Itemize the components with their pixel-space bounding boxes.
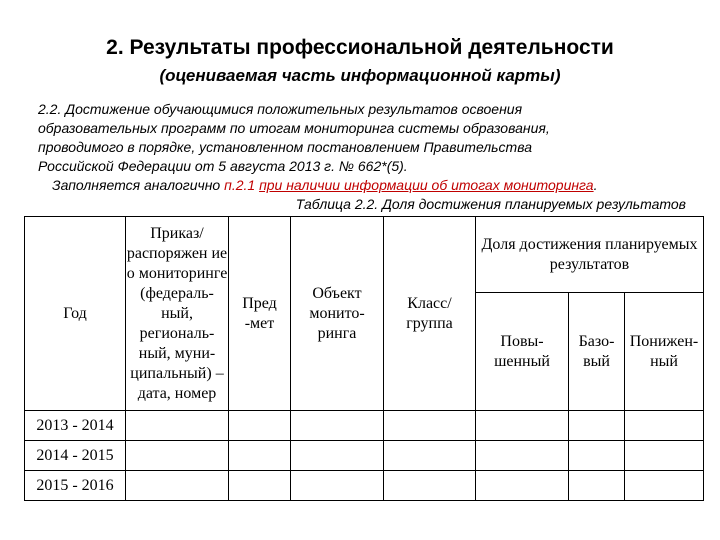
- results-table: [24, 216, 704, 501]
- table-caption: Таблица 2.2. Доля достижения планируемых результатов: [295, 196, 686, 212]
- description-line: 2.2. Достижение обучающимися положительных результатов освоения: [38, 101, 523, 117]
- table-cell[interactable]: [476, 471, 569, 501]
- table-row: [25, 411, 704, 441]
- table-cell[interactable]: [625, 441, 704, 471]
- fill-prefix: Заполняется аналогично: [52, 177, 225, 193]
- header-advanced: Повы- шенный: [476, 293, 569, 411]
- header-basic: Базо- вый: [569, 293, 625, 411]
- table-cell[interactable]: [625, 411, 704, 441]
- table-cell[interactable]: [126, 471, 229, 501]
- table-row: [25, 441, 704, 471]
- page-title: 2. Результаты профессиональной деятельности: [106, 36, 614, 59]
- table-cell[interactable]: [229, 411, 291, 441]
- section-reference: п.2.1: [224, 177, 256, 193]
- table-cell[interactable]: [126, 441, 229, 471]
- table-cell[interactable]: [569, 411, 625, 441]
- table-cell[interactable]: [229, 471, 291, 501]
- year-cell: 2015 - 2016: [25, 471, 126, 501]
- description-line: проводимого в порядке, установленном постановлением Правительства: [38, 139, 532, 155]
- year-cell: 2013 - 2014: [25, 411, 126, 441]
- table-cell[interactable]: [384, 471, 476, 501]
- table-cell[interactable]: [126, 411, 229, 441]
- table-cell[interactable]: [229, 441, 291, 471]
- table-cell[interactable]: [569, 471, 625, 501]
- table-cell[interactable]: [291, 441, 384, 471]
- header-order: Приказ/ распоряжен ие о мониторинге (федераль- ный, региональ- ный, муни- ципальный) – дата, номер: [126, 217, 229, 411]
- table-cell[interactable]: [384, 441, 476, 471]
- description-paragraph: [38, 100, 698, 176]
- page-subtitle: (оцениваемая часть информационной карты): [159, 66, 561, 85]
- header-reduced: Понижен- ный: [625, 293, 704, 411]
- fill-end: .: [593, 177, 598, 193]
- description-line: образовательных программ по итогам мониторинга системы образования,: [38, 120, 550, 136]
- table-cell[interactable]: [476, 411, 569, 441]
- header-year: Год: [25, 217, 126, 411]
- table-cell[interactable]: [569, 441, 625, 471]
- header-class: Класс/ группа: [384, 217, 476, 411]
- fill-instruction: [52, 177, 597, 193]
- header-object: Объект монито- ринга: [291, 217, 384, 411]
- table-row: [25, 471, 704, 501]
- header-subject: Пред -мет: [229, 217, 291, 411]
- table-cell[interactable]: [291, 471, 384, 501]
- table-cell[interactable]: [291, 411, 384, 441]
- year-cell: 2014 - 2015: [25, 441, 126, 471]
- monitoring-link[interactable]: при наличии информации об итогах мониторинга: [259, 177, 594, 193]
- header-share: Доля достижения планируемых результатов: [476, 217, 704, 293]
- table-cell[interactable]: [625, 471, 704, 501]
- table-cell[interactable]: [384, 411, 476, 441]
- description-line: Российской Федерации от 5 августа 2013 г. № 662*(5).: [38, 158, 408, 174]
- table-cell[interactable]: [476, 441, 569, 471]
